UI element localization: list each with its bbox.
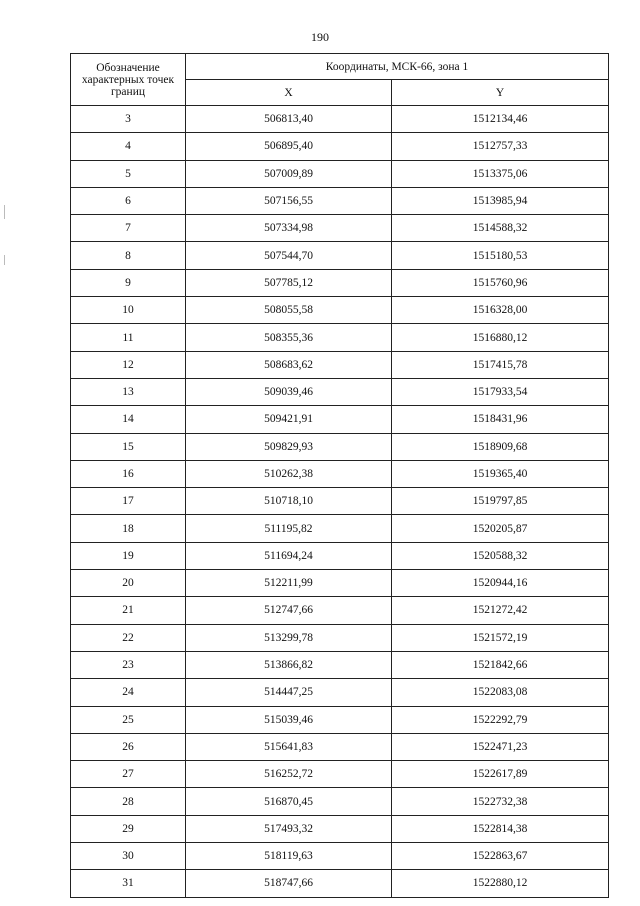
cell-x: 508055,58 bbox=[186, 297, 392, 324]
cell-y: 1513985,94 bbox=[392, 187, 609, 214]
cell-y: 1518431,96 bbox=[392, 406, 609, 433]
cell-y: 1522292,79 bbox=[392, 706, 609, 733]
cell-point: 29 bbox=[71, 815, 186, 842]
table-row bbox=[71, 351, 609, 378]
table-body bbox=[71, 106, 609, 898]
cell-point: 21 bbox=[71, 597, 186, 624]
cell-point: 15 bbox=[71, 433, 186, 460]
cell-point: 16 bbox=[71, 460, 186, 487]
cell-y: 1516328,00 bbox=[392, 297, 609, 324]
table-row bbox=[71, 870, 609, 897]
cell-point: 31 bbox=[71, 870, 186, 897]
coordinates-table bbox=[70, 53, 609, 898]
cell-y: 1515760,96 bbox=[392, 269, 609, 296]
table-row bbox=[71, 788, 609, 815]
cell-y: 1522617,89 bbox=[392, 761, 609, 788]
scan-edge-mark bbox=[4, 255, 5, 265]
cell-y: 1522814,38 bbox=[392, 815, 609, 842]
table-row bbox=[71, 160, 609, 187]
cell-x: 508355,36 bbox=[186, 324, 392, 351]
cell-y: 1515180,53 bbox=[392, 242, 609, 269]
table-row bbox=[71, 460, 609, 487]
header-point-designation: Обозначение характерных точек границ bbox=[71, 54, 186, 106]
cell-point: 3 bbox=[71, 106, 186, 133]
table-row bbox=[71, 651, 609, 678]
cell-y: 1517933,54 bbox=[392, 378, 609, 405]
cell-x: 513866,82 bbox=[186, 651, 392, 678]
cell-point: 8 bbox=[71, 242, 186, 269]
header-y: Y bbox=[392, 80, 609, 106]
table-row bbox=[71, 843, 609, 870]
cell-point: 23 bbox=[71, 651, 186, 678]
cell-y: 1521272,42 bbox=[392, 597, 609, 624]
cell-point: 6 bbox=[71, 187, 186, 214]
cell-y: 1522732,38 bbox=[392, 788, 609, 815]
cell-x: 511195,82 bbox=[186, 515, 392, 542]
cell-point: 18 bbox=[71, 515, 186, 542]
table-row bbox=[71, 515, 609, 542]
cell-point: 25 bbox=[71, 706, 186, 733]
cell-x: 516870,45 bbox=[186, 788, 392, 815]
cell-x: 506813,40 bbox=[186, 106, 392, 133]
cell-point: 28 bbox=[71, 788, 186, 815]
cell-point: 7 bbox=[71, 215, 186, 242]
cell-point: 4 bbox=[71, 133, 186, 160]
cell-y: 1514588,32 bbox=[392, 215, 609, 242]
scan-edge-mark bbox=[4, 205, 5, 219]
table-row bbox=[71, 215, 609, 242]
cell-y: 1521842,66 bbox=[392, 651, 609, 678]
cell-point: 26 bbox=[71, 733, 186, 760]
table-row bbox=[71, 106, 609, 133]
table-row bbox=[71, 242, 609, 269]
table-row bbox=[71, 324, 609, 351]
table-row bbox=[71, 815, 609, 842]
cell-x: 509039,46 bbox=[186, 378, 392, 405]
cell-point: 30 bbox=[71, 843, 186, 870]
cell-point: 5 bbox=[71, 160, 186, 187]
cell-x: 510262,38 bbox=[186, 460, 392, 487]
cell-point: 19 bbox=[71, 542, 186, 569]
cell-point: 14 bbox=[71, 406, 186, 433]
cell-y: 1522083,08 bbox=[392, 679, 609, 706]
cell-x: 514447,25 bbox=[186, 679, 392, 706]
cell-point: 24 bbox=[71, 679, 186, 706]
cell-y: 1522863,67 bbox=[392, 843, 609, 870]
cell-y: 1520588,32 bbox=[392, 542, 609, 569]
cell-point: 22 bbox=[71, 624, 186, 651]
cell-y: 1520205,87 bbox=[392, 515, 609, 542]
cell-x: 506895,40 bbox=[186, 133, 392, 160]
cell-y: 1518909,68 bbox=[392, 433, 609, 460]
cell-point: 20 bbox=[71, 570, 186, 597]
cell-x: 507156,55 bbox=[186, 187, 392, 214]
table-row bbox=[71, 269, 609, 296]
cell-point: 9 bbox=[71, 269, 186, 296]
page-number: 190 bbox=[311, 30, 329, 44]
cell-point: 10 bbox=[71, 297, 186, 324]
cell-x: 518119,63 bbox=[186, 843, 392, 870]
table-row bbox=[71, 488, 609, 515]
header-x: X bbox=[186, 80, 392, 106]
cell-x: 507544,70 bbox=[186, 242, 392, 269]
cell-y: 1512757,33 bbox=[392, 133, 609, 160]
cell-point: 13 bbox=[71, 378, 186, 405]
cell-x: 508683,62 bbox=[186, 351, 392, 378]
table-row bbox=[71, 133, 609, 160]
cell-y: 1512134,46 bbox=[392, 106, 609, 133]
cell-y: 1521572,19 bbox=[392, 624, 609, 651]
cell-y: 1522880,12 bbox=[392, 870, 609, 897]
cell-point: 11 bbox=[71, 324, 186, 351]
cell-y: 1516880,12 bbox=[392, 324, 609, 351]
cell-x: 509829,93 bbox=[186, 433, 392, 460]
table-row bbox=[71, 406, 609, 433]
cell-x: 518747,66 bbox=[186, 870, 392, 897]
cell-x: 507785,12 bbox=[186, 269, 392, 296]
table-row bbox=[71, 297, 609, 324]
cell-x: 517493,32 bbox=[186, 815, 392, 842]
cell-x: 507009,89 bbox=[186, 160, 392, 187]
table-row bbox=[71, 597, 609, 624]
table-row bbox=[71, 761, 609, 788]
cell-point: 27 bbox=[71, 761, 186, 788]
cell-x: 511694,24 bbox=[186, 542, 392, 569]
cell-y: 1519797,85 bbox=[392, 488, 609, 515]
table-row bbox=[71, 679, 609, 706]
table-row bbox=[71, 706, 609, 733]
cell-x: 507334,98 bbox=[186, 215, 392, 242]
table-row bbox=[71, 542, 609, 569]
cell-y: 1522471,23 bbox=[392, 733, 609, 760]
cell-x: 515641,83 bbox=[186, 733, 392, 760]
cell-x: 515039,46 bbox=[186, 706, 392, 733]
cell-x: 513299,78 bbox=[186, 624, 392, 651]
cell-x: 516252,72 bbox=[186, 761, 392, 788]
table-row bbox=[71, 570, 609, 597]
header-coordinate-system: Координаты, МСК-66, зона 1 bbox=[186, 54, 609, 80]
cell-y: 1513375,06 bbox=[392, 160, 609, 187]
cell-point: 12 bbox=[71, 351, 186, 378]
table-row bbox=[71, 378, 609, 405]
cell-x: 510718,10 bbox=[186, 488, 392, 515]
table-row bbox=[71, 624, 609, 651]
table-row bbox=[71, 733, 609, 760]
table-row bbox=[71, 433, 609, 460]
cell-y: 1517415,78 bbox=[392, 351, 609, 378]
cell-x: 512211,99 bbox=[186, 570, 392, 597]
cell-y: 1519365,40 bbox=[392, 460, 609, 487]
cell-x: 509421,91 bbox=[186, 406, 392, 433]
table-row bbox=[71, 187, 609, 214]
cell-point: 17 bbox=[71, 488, 186, 515]
cell-x: 512747,66 bbox=[186, 597, 392, 624]
cell-y: 1520944,16 bbox=[392, 570, 609, 597]
